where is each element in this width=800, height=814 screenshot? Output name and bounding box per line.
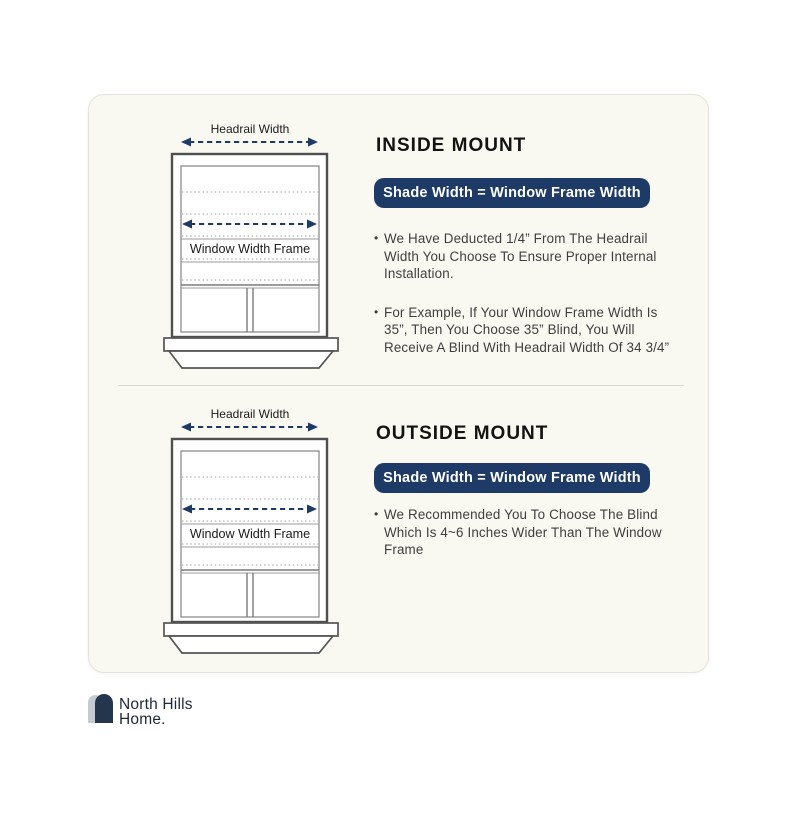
bullet-text: For Example, If Your Window Frame Width Is 35”, Then You Choose 35” Blind, You Will Receive A Blind With Headrail Width Of 34 3/4” — [384, 304, 670, 355]
bullet-marker: • — [374, 304, 379, 319]
window-diagram-outside — [161, 404, 341, 654]
inside-mount-badge: Shade Width = Window Frame Width — [374, 178, 650, 208]
outside-mount-bullet-list — [374, 506, 704, 559]
headrail-width-arrow — [181, 138, 318, 147]
bullet-text: We Recommended You To Choose The Blind Which Is 4~6 Inches Wider Than The Window Frame — [384, 507, 662, 557]
outside-mount-badge: Shade Width = Window Frame Width — [374, 463, 650, 493]
bullet-marker: • — [374, 231, 379, 245]
bullet-text: We Have Deducted 1/4” From The Headrail Width You Choose To Ensure Proper Internal Installation. — [384, 231, 657, 281]
arch-logo-icon — [88, 694, 114, 723]
bullet-item — [374, 230, 704, 283]
brand-name-line1: North Hills — [119, 696, 193, 713]
window-width-frame-label: Window Width Frame — [189, 527, 311, 541]
bullet-item — [374, 304, 704, 357]
brand-name-line2: Home. — [119, 711, 166, 728]
section-divider — [118, 385, 684, 386]
measurement-guide-card — [88, 94, 709, 673]
window-diagram-inside — [161, 119, 341, 369]
bullet-marker: • — [374, 507, 379, 521]
inside-mount-bullet-list — [374, 230, 704, 356]
brand-logo — [88, 694, 193, 727]
headrail-width-label: Headrail Width — [210, 407, 290, 421]
arch-front-shape — [95, 694, 113, 723]
window-sill — [164, 338, 338, 368]
brand-name — [119, 697, 193, 727]
headrail-width-arrow — [181, 423, 318, 432]
inside-mount-title: INSIDE MOUNT — [376, 135, 527, 156]
headrail-width-label: Headrail Width — [210, 122, 290, 136]
window-sill — [164, 623, 338, 653]
bullet-item — [374, 506, 704, 559]
window-width-frame-label: Window Width Frame — [189, 242, 311, 256]
outside-mount-title: OUTSIDE MOUNT — [376, 423, 549, 444]
